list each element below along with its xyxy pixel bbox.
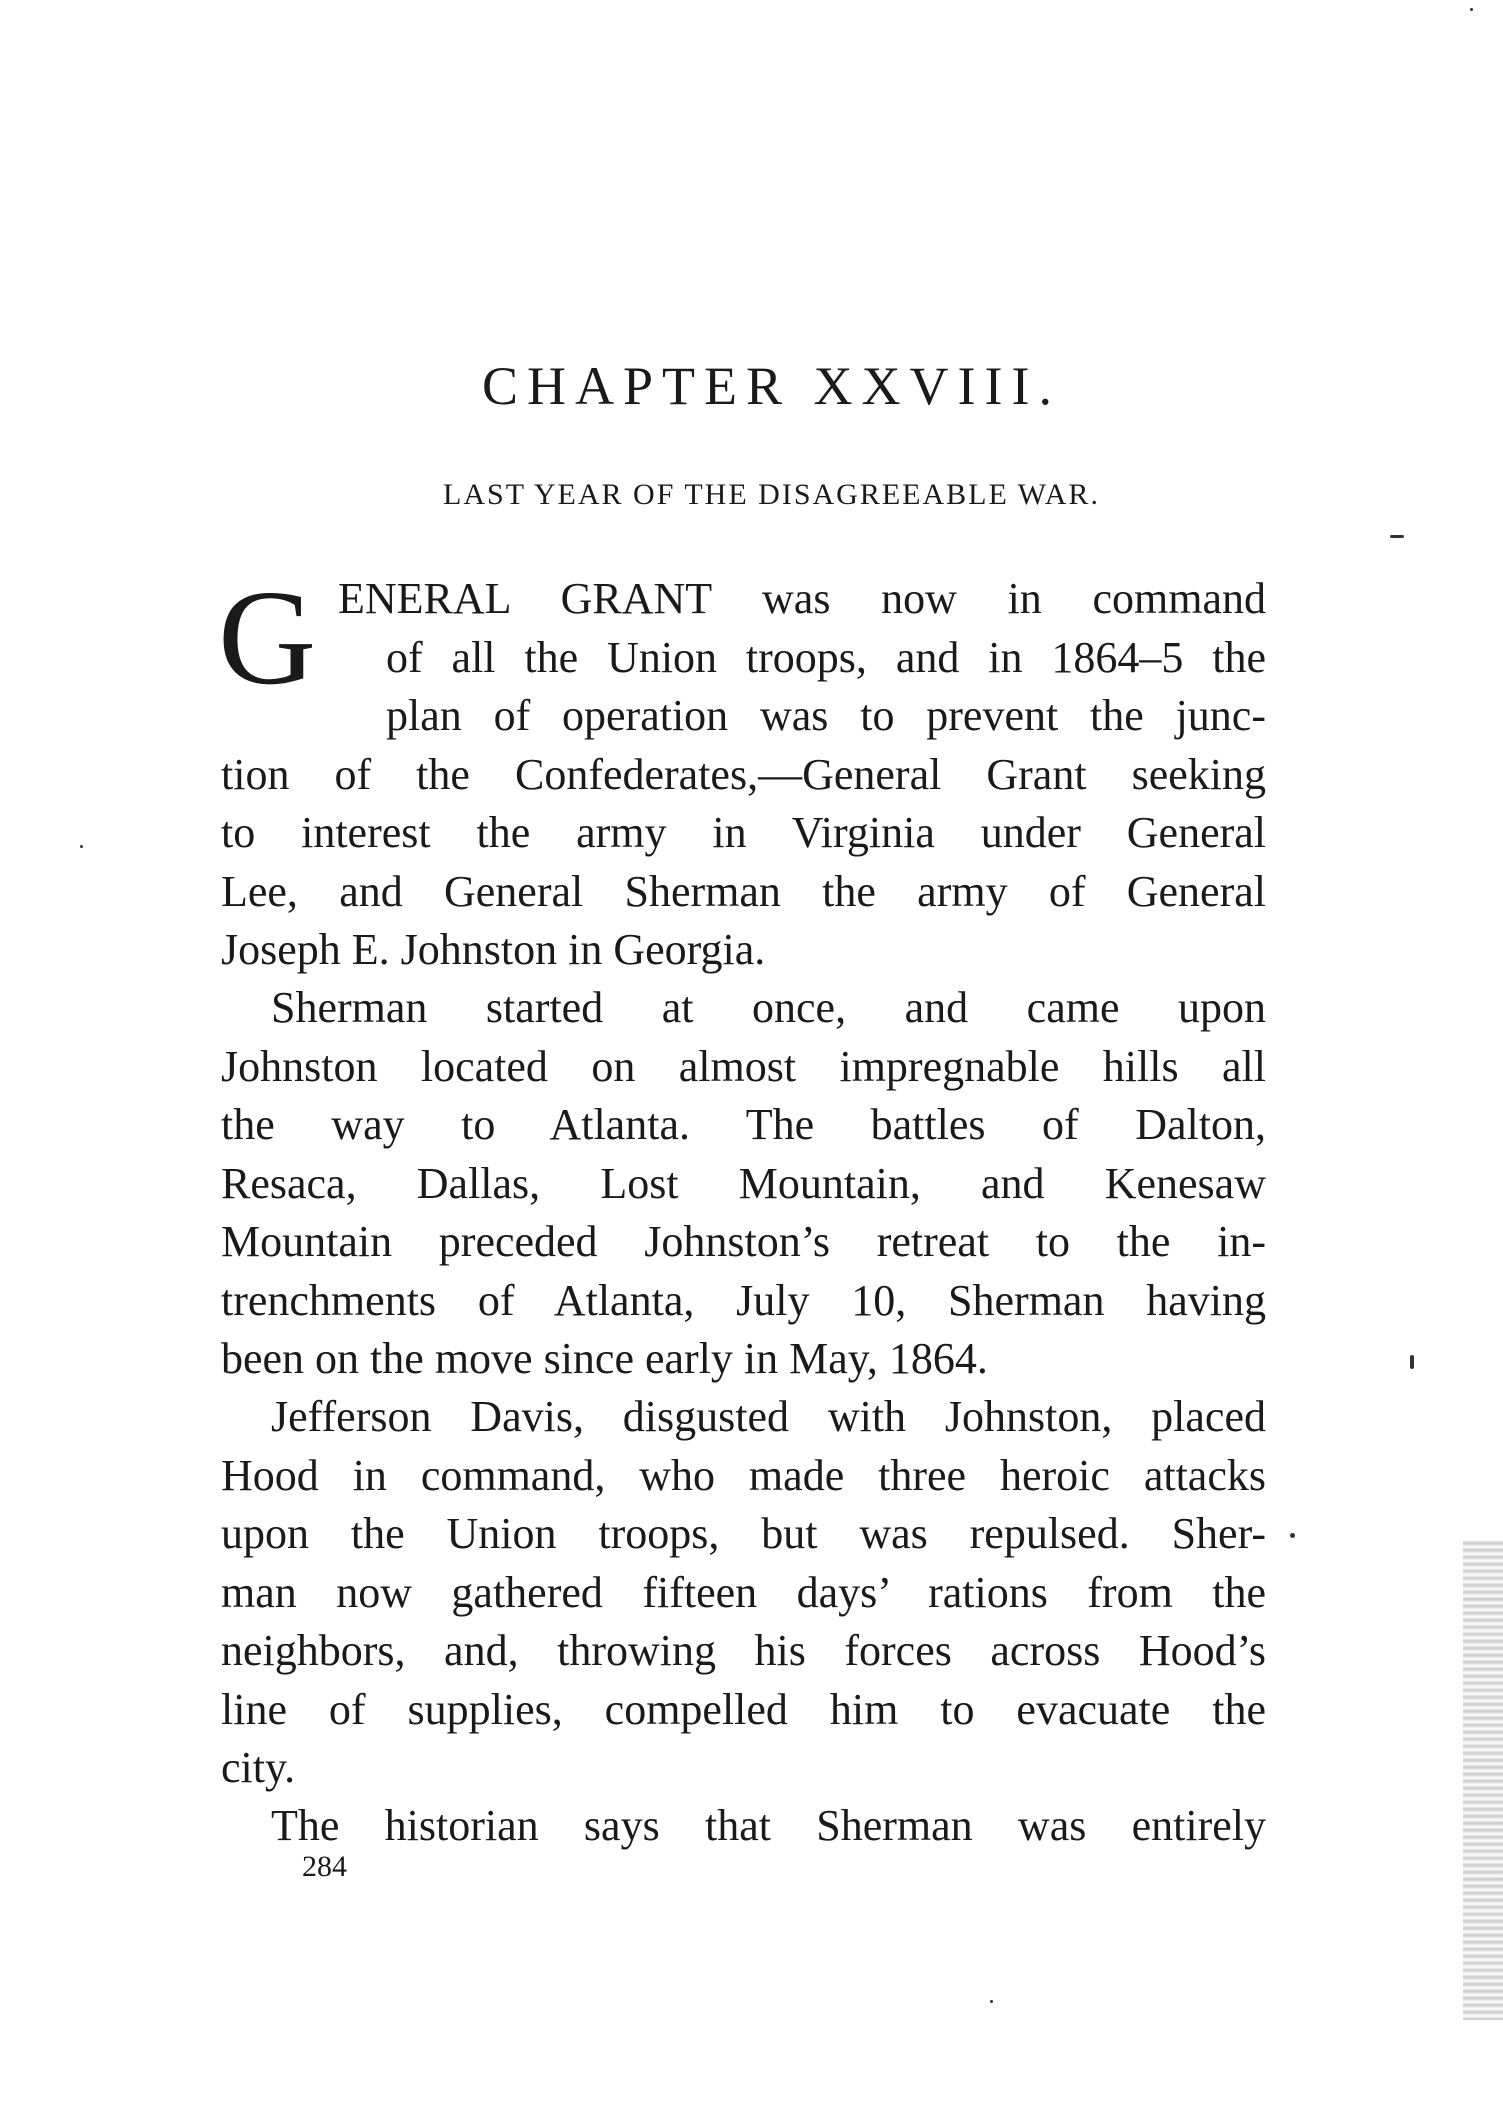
text-line: Hood in command, who made three heroic attacks [221, 1450, 1266, 1500]
text-line: Sherman started at once, and came upon [271, 983, 1266, 1032]
scan-speck [1290, 1533, 1295, 1538]
text-line: to interest the army in Virginia under General [221, 808, 1266, 857]
text-line: the way to Atlanta. The battles of Dalton, [221, 1100, 1266, 1149]
text-line: upon the Union troops, but was repulsed. Sher- [221, 1509, 1266, 1558]
scan-speck [1390, 535, 1404, 538]
paragraph-4 [221, 1797, 1266, 1856]
text-line: man now gathered fifteen days’ rations from the [221, 1567, 1266, 1617]
text-line: line of supplies, compelled him to evacuate the [221, 1684, 1266, 1734]
chapter-title: CHAPTER XXVIII. [482, 356, 1061, 416]
scan-speck [990, 2000, 993, 2003]
text-line: ENERAL GRANT was now in command [338, 574, 1266, 623]
text-line: been on the move since early in May, 1864. [221, 1334, 988, 1383]
text-line: Lee, and General Sherman the army of General [221, 866, 1266, 916]
chapter-subtitle: LAST YEAR OF THE DISAGREEABLE WAR. [443, 478, 1100, 511]
text-line: plan of operation was to prevent the junc- [386, 691, 1266, 740]
text-line: tion of the Confederates,—General Grant seeking [221, 749, 1266, 799]
text-line: Resaca, Dallas, Lost Mountain, and Kenesaw [221, 1158, 1266, 1208]
scan-speck [1410, 1355, 1414, 1369]
text-line: neighbors, and, throwing his forces across Hood’s [221, 1626, 1266, 1675]
text-line: Johnston located on almost impregnable hills all [221, 1041, 1266, 1091]
text-line: Joseph E. Johnston in Georgia. [221, 925, 766, 974]
paragraph-3 [221, 1388, 1266, 1798]
scan-speck [1470, 8, 1473, 11]
page-number: 284 [302, 1850, 347, 1883]
paragraph-2 [221, 979, 1266, 1389]
scan-edge-shadow [1463, 1540, 1503, 2020]
text-line: Mountain preceded Johnston’s retreat to the in- [221, 1217, 1266, 1266]
scan-speck [80, 845, 83, 848]
drop-cap-initial: G [218, 563, 317, 713]
text-line: trenchments of Atlanta, July 10, Sherman having [221, 1275, 1266, 1325]
paragraph-1 [221, 570, 1266, 980]
text-line: of all the Union troops, and in 1864–5 the [386, 632, 1266, 682]
text-line: Jefferson Davis, disgusted with Johnston, placed [271, 1392, 1266, 1441]
text-line: The historian says that Sherman was entirely [271, 1801, 1266, 1850]
text-line: city. [221, 1743, 296, 1792]
